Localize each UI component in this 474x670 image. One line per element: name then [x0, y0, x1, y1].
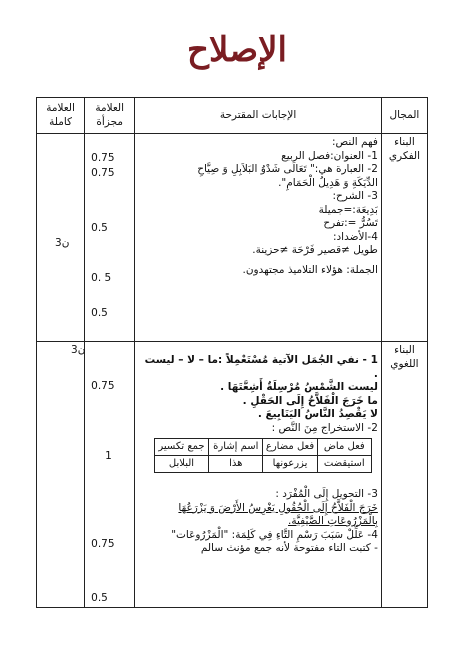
section-linguistic	[37, 342, 428, 608]
header-partial: العلامة مجزأة	[85, 98, 135, 134]
extraction-header: جمع تكسير	[154, 439, 208, 456]
extraction-table	[154, 438, 372, 473]
answer-line: فهم النص:	[332, 136, 378, 148]
domain-intellectual: البناء الفكري	[381, 134, 427, 342]
answer-line: 3- الشرح:	[332, 190, 378, 202]
answers-linguistic	[135, 342, 382, 608]
answer-grid	[36, 97, 428, 608]
page-title: الإصلاح	[187, 30, 287, 70]
answer-line: 2- العبارة هي:" تَعَالَى شَدْوُ البَلاَبِلِ وَ صِيَّاحِ	[197, 163, 378, 175]
answer-line: 1 - نفي الجُمَل الآتية مُسْتَعْمِلاً :ما – لا – ليست .	[144, 354, 378, 380]
answer-line: تَسُرُّ =:تفرح	[323, 217, 378, 229]
extraction-value: استيقضت	[317, 456, 371, 473]
answer-line: بَدِيعَة:=جميلة	[318, 203, 378, 216]
partial-score: 0.5	[91, 592, 108, 604]
answer-line: ما خَرَجَ الْفَلاَّحُ إِلَى الحَقْلِ .	[242, 394, 378, 407]
full-score-linguistic	[37, 342, 85, 608]
partial-score: 0.75	[91, 380, 115, 392]
answer-line: 3- التحويل إِلَى الْمُفْرَد :	[275, 488, 378, 500]
partial-score: 0. 5	[91, 272, 112, 284]
header-domain: المجال	[381, 98, 427, 134]
extraction-value: البلابل	[154, 456, 208, 473]
section-intellectual	[37, 134, 428, 342]
answer-line: بِالْمَزْرُوعَاتِ الصَّيْفِيَّة.	[288, 515, 378, 527]
extraction-header: فعل مضارع	[263, 439, 317, 456]
answer-line: 4- عَلِّلْ سَبَبَ رَسْمِ التَّاءِ فِي كَلِمَة: "الْمَزْرُوعَات"	[171, 528, 378, 541]
header-answers: الإجابات المقترحة	[135, 98, 382, 134]
answer-line: ليست الشَّمْسُ مُرْسِلَةٌ أَشِعَّتَهَا .	[220, 381, 378, 393]
partial-score: 0.5	[91, 307, 108, 319]
partial-score: 0.75	[91, 167, 115, 179]
answers-intellectual	[135, 134, 382, 342]
answer-line: 4-الأضداد:	[332, 230, 378, 243]
partial-score: 0.75	[91, 538, 115, 550]
answer-line: خَرَجَ الْفَلاَّحُ إِلَى الْحُقُولِ يَغْرِسُ الأَرْضَ وَ يَزْرَعُهَا	[178, 501, 378, 514]
answer-line: لا يَقْصِدُ النَّاسُ اليَنَابِيعَ .	[257, 408, 378, 420]
full-score-intellectual	[37, 134, 85, 342]
full-score: 3ن	[71, 344, 86, 356]
answer-line: 1- العنوان:فصل الربيع	[281, 149, 378, 162]
partial-scores-intellectual	[85, 134, 135, 342]
answer-line: 2- الاستخراج مِنَ النَّص :	[271, 421, 378, 434]
partial-scores-linguistic	[85, 342, 135, 608]
answer-line: - كتبت التاء مفتوحة لأنه جمع مؤنث سالم	[200, 542, 378, 554]
extraction-header: فعل ماض	[317, 439, 371, 456]
header-full: العلامة كاملة	[37, 98, 85, 134]
answer-line: الجملة: هؤلاء التلاميذ مجتهدون.	[242, 263, 378, 276]
partial-score: 0.5	[91, 222, 108, 234]
partial-score: 0.75	[91, 152, 115, 164]
extraction-header: اسم إشارة	[209, 439, 263, 456]
full-score: 3ن	[55, 237, 70, 249]
answer-line: الدِّيَكَةِ وَ هَدِيلُ الْحَمَامِ".	[278, 176, 378, 189]
answer-line: طويل ≠قصير فَرْحَة ≠حزينة.	[252, 244, 378, 256]
domain-linguistic: البناء اللغوي	[381, 342, 427, 608]
extraction-value: هذا	[209, 456, 263, 473]
extraction-value: يزرعونها	[263, 456, 317, 473]
partial-score: 1	[105, 450, 112, 462]
